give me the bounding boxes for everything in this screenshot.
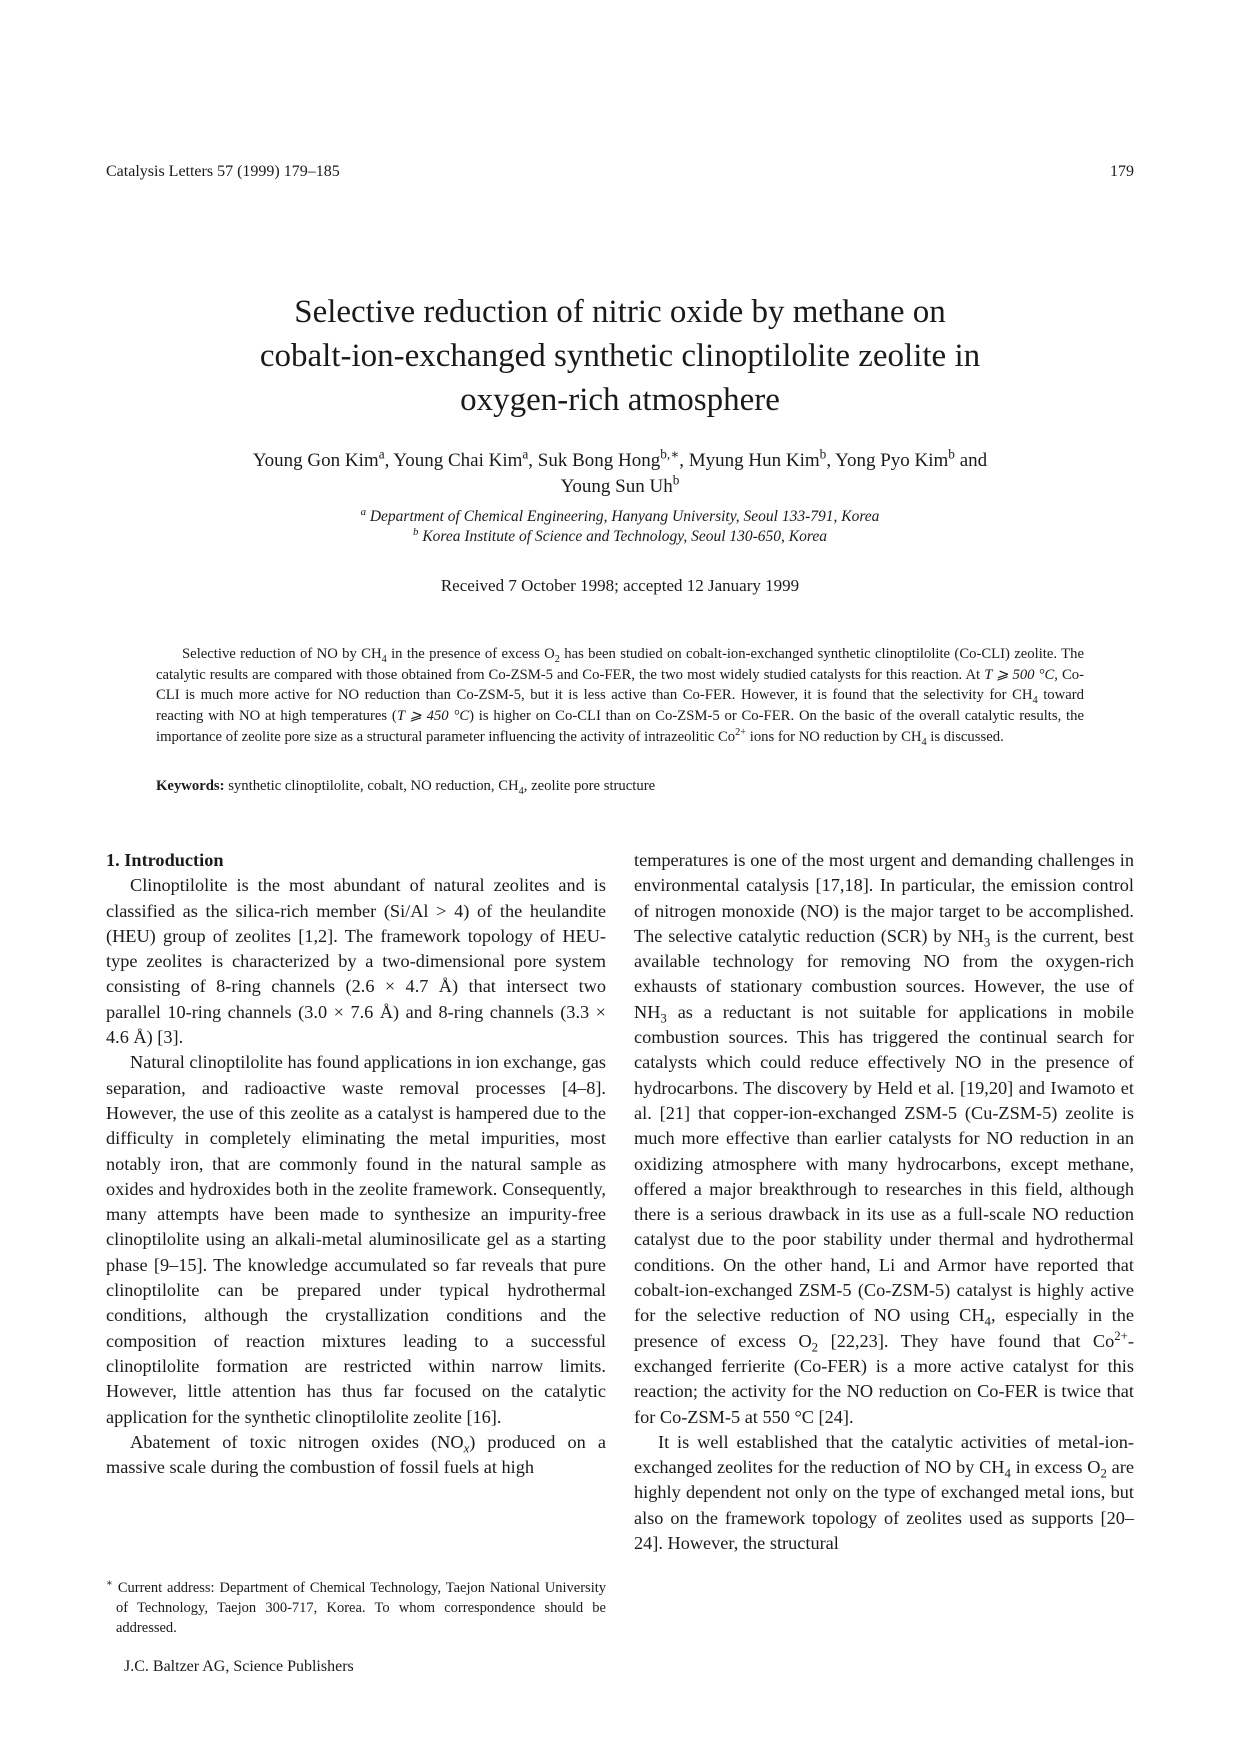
keywords-label: Keywords:	[156, 778, 225, 794]
affiliation-mark: b,∗	[660, 446, 680, 462]
paper-title	[120, 290, 1120, 422]
author-list: Young Gon Kim$^a$, Young Chai Kim$^a$, Suk Bong Hong$^{b,∗}$, Myung Hun Kim$^b$, Yong Pyo Kim$^b$ and Young Sun Uh$^b$	[252, 446, 988, 497]
author: Young Gon Kim	[252, 450, 379, 471]
page-number: 179	[1110, 163, 1134, 180]
right-column	[634, 848, 1134, 1556]
conjunction: and	[959, 450, 988, 471]
paragraph: Natural clinoptilolite has found applications in ion exchange, gas separation, and radioactive waste removal processes [4–8]. However, the use of this zeolite as a catalyst is hampered due to the difficulty in completely eliminating the metal impurities, most notably iron, that are commonly found in the natural sample as oxides and hydroxides both in the zeolite framework. Consequently, many attempts have been made to synthesize an impurity-free clinoptilolite using an alkali-metal aluminosilicate gel as a starting phase [9–15]. The knowledge accumulated so far reveals that pure clinoptilolite can be prepared under typical hydrothermal conditions, although the crystallization conditions and the composition of reaction mixtures leading to a successful clinoptilolite formation are restricted within narrow limits. However, little attention has thus far focused on the catalytic application for the synthetic clinoptilolite zeolite [16].	[106, 1052, 606, 1427]
affiliation-mark: b	[948, 446, 955, 462]
paragraph: It is well established that the catalytic activities of metal-ion-exchanged zeolites for the reduction of NO by $CH_4$ in excess $O_2$ are highly dependent not only on the type of exchanged metal ions, but also on the framework topology of zeolites used as supports [20–24]. However, the structural	[634, 1431, 1135, 1554]
received-dates: Received 7 October 1998; accepted 12 January 1999	[440, 576, 800, 595]
affiliation-mark: a	[522, 446, 529, 462]
title-line: oxygen-rich atmosphere	[460, 382, 780, 418]
affiliation-b: $^b$ Korea Institute of Science and Technology, Seoul 130-650, Korea	[413, 525, 827, 545]
paragraph: Abatement of toxic nitrogen oxides $(NO_x)$ produced on a massive scale during the combustion of fossil fuels at high	[106, 1431, 607, 1478]
affiliation-mark: b	[819, 446, 827, 462]
affiliation-mark: b	[672, 472, 680, 488]
affiliation-mark: a	[378, 446, 385, 462]
title-line: Selective reduction of nitric oxide by methane on	[294, 294, 946, 330]
keywords: Keywords: synthetic clinoptilolite, cobalt, NO reduction, $CH_4$, zeolite pore structure	[156, 778, 656, 797]
paragraph: Clinoptilolite is the most abundant of natural zeolites and is classified as the silica-rich member (Si/Al > 4) of the heulandite (HEU) group of zeolites [1,2]. The framework topology of HEU-type zeolites is characterized by a two-dimensional pore system consisting of 8-ring channels (2.6 × 4.7 Å) that intersect two parallel 10-ring channels (3.0 × 7.6 Å) and 8-ring channels (3.3 × 4.6 Å) [3].	[106, 875, 606, 1048]
author: Yong Pyo Kim	[835, 450, 949, 471]
footnote-mark: ∗	[106, 1578, 113, 1590]
author: Young Sun Uh	[560, 476, 673, 497]
author: Myung Hun Kim	[688, 450, 820, 471]
section-heading: 1. Introduction	[106, 850, 224, 870]
author: Suk Bong Hong	[537, 450, 661, 471]
journal-reference: Catalysis Letters 57 (1999) 179–185	[106, 163, 340, 180]
abstract: Selective reduction of NO by $CH_4$ in the presence of excess $O_2$ has been studied on cobalt-ion-exchanged synthetic clinoptilolite (Co-CLI) zeolite. The catalytic results are compared with those obtained from Co-ZSM-5 and Co-FER, the two most widely studied catalysts for this reaction. At T ⩾ 500 °C, Co-CLI is much more active for NO reduction than Co-ZSM-5, but it is less active than Co-FER. However, it is found that the selectivity for $CH_4$ toward reacting with NO at high temperatures (T ⩾ 450 °C) is higher on Co-CLI than on Co-ZSM-5 or Co-FER. On the basic of the overall catalytic results, the importance of zeolite pore size as a structural parameter influencing the activity of intrazeolitic $Co^{2+}$ ions for NO reduction by $CH_4$ is discussed.	[156, 646, 1085, 748]
publisher-line: J.C. Baltzer AG, Science Publishers	[124, 1658, 354, 1675]
affiliations	[120, 507, 1120, 547]
affiliation-a: $^a$ Department of Chemical Engineering, Hanyang University, Seoul 133-791, Korea	[360, 505, 880, 525]
footnote: ∗ Current address: Department of Chemical Technology, Taejon National University of Technology, Taejon 300-717, Korea. To whom correspondence should be addressed.	[106, 1578, 606, 1636]
author: Young Chai Kim	[393, 450, 523, 471]
left-column	[106, 848, 606, 1480]
paragraph: temperatures is one of the most urgent and demanding challenges in environmental catalysis [17,18]. In particular, the emission control of nitrogen monoxide (NO) is the major target to be accomplished. The selective catalytic reduction (SCR) by $NH_3$ is the current, best available technology for removing NO from the oxygen-rich exhausts of stationary combustion sources. However, the use of $NH_3$ as a reductant is not suitable for applications in mobile combustion sources. This has triggered the continual search for catalysts which could reduce effectively NO in the presence of hydrocarbons. The discovery by Held et al. [19,20] and Iwamoto et al. [21] that copper-ion-exchanged ZSM-5 (Cu-ZSM-5) zeolite is much more effective than earlier catalysts for NO reduction in an oxidizing atmosphere with many hydrocarbons, except methane, offered a major breakthrough to researches in this field, although there is a serious drawback in its use as a full-scale NO reduction catalyst due to the poor stability under thermal and hydrothermal conditions. On the other hand, Li and Armor have reported that cobalt-ion-exchanged ZSM-5 (Co-ZSM-5) catalyst is highly active for the selective reduction of NO using $CH_4$, especially in the presence of excess $O_2$ [22,23]. They have found that $Co^{2+}$-exchanged ferrierite (Co-FER) is a more active catalyst for this reaction; the activity for the NO reduction on Co-FER is twice that for Co-ZSM-5 at 550 °C [24].	[634, 850, 1134, 1427]
title-line: cobalt-ion-exchanged synthetic clinoptilolite zeolite in	[259, 338, 981, 374]
